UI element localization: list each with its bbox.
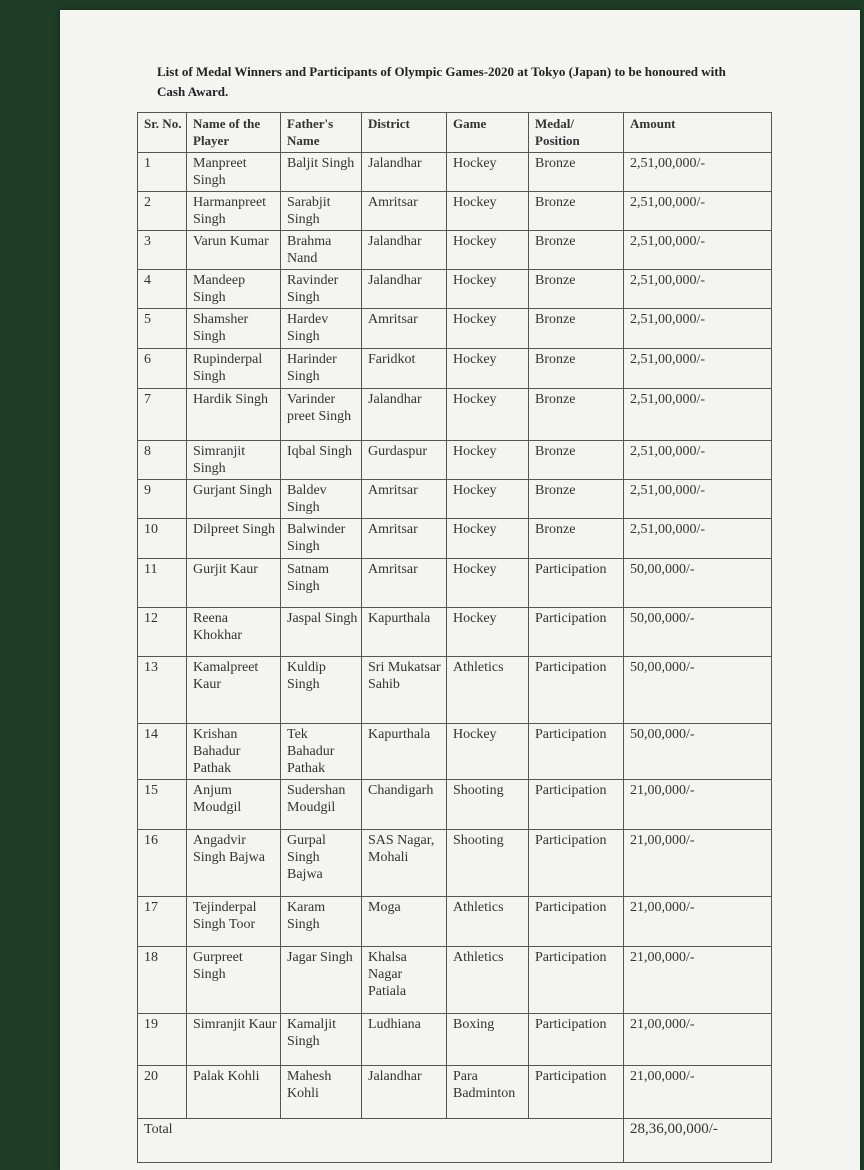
row-player-name: Gurjant Singh [187, 480, 281, 519]
total-row [138, 1119, 772, 1163]
row-district: Gurdaspur [362, 441, 447, 480]
row-amount: 2,51,00,000/- [624, 231, 772, 270]
row-game: Hockey [447, 270, 529, 309]
row-district: Chandigarh [362, 780, 447, 830]
row-district: Jalandhar [362, 389, 447, 441]
header-sr-no: Sr. No. [138, 113, 187, 153]
row-player-name: Mandeep Singh [187, 270, 281, 309]
row-district: Amritsar [362, 559, 447, 608]
row-amount: 21,00,000/- [624, 947, 772, 1014]
row-game: Hockey [447, 349, 529, 389]
row-sr-no: 5 [138, 309, 187, 349]
table-row [138, 519, 772, 559]
row-game: Hockey [447, 608, 529, 657]
row-amount: 2,51,00,000/- [624, 153, 772, 192]
table-row [138, 897, 772, 947]
row-player-name: Simranjit Singh [187, 441, 281, 480]
row-medal-position: Bronze [529, 192, 624, 231]
row-game: Hockey [447, 724, 529, 780]
row-district: Jalandhar [362, 270, 447, 309]
row-father-name: Tek Bahadur Pathak [281, 724, 362, 780]
row-sr-no: 20 [138, 1066, 187, 1119]
table-row [138, 231, 772, 270]
row-player-name: Manpreet Singh [187, 153, 281, 192]
row-sr-no: 6 [138, 349, 187, 389]
row-medal-position: Bronze [529, 519, 624, 559]
table-row [138, 270, 772, 309]
row-district: Amritsar [362, 519, 447, 559]
table-row [138, 153, 772, 192]
row-father-name: Harinder Singh [281, 349, 362, 389]
row-father-name: Baljit Singh [281, 153, 362, 192]
row-game: Hockey [447, 192, 529, 231]
row-medal-position: Participation [529, 1066, 624, 1119]
row-game: Hockey [447, 480, 529, 519]
row-player-name: Simranjit Kaur [187, 1014, 281, 1066]
row-district: Amritsar [362, 480, 447, 519]
row-amount: 2,51,00,000/- [624, 480, 772, 519]
row-sr-no: 13 [138, 657, 187, 724]
row-game: Hockey [447, 231, 529, 270]
row-game: Para Badminton [447, 1066, 529, 1119]
table-row [138, 559, 772, 608]
row-player-name: Krishan Bahadur Pathak [187, 724, 281, 780]
document-title: List of Medal Winners and Participants of Olympic Games-2020 at Tokyo (Japan) to be honoured with Cash Award. [157, 64, 726, 99]
row-game: Athletics [447, 657, 529, 724]
row-game: Hockey [447, 309, 529, 349]
row-medal-position: Bronze [529, 270, 624, 309]
row-amount: 2,51,00,000/- [624, 349, 772, 389]
row-father-name: Jagar Singh [281, 947, 362, 1014]
row-father-name: Karam Singh [281, 897, 362, 947]
table-row [138, 657, 772, 724]
row-father-name: Kamaljit Singh [281, 1014, 362, 1066]
row-father-name: Balwinder Singh [281, 519, 362, 559]
row-amount: 2,51,00,000/- [624, 519, 772, 559]
row-district: Kapurthala [362, 608, 447, 657]
table-row [138, 1014, 772, 1066]
row-amount: 2,51,00,000/- [624, 441, 772, 480]
table-row [138, 724, 772, 780]
row-medal-position: Bronze [529, 441, 624, 480]
row-game: Hockey [447, 153, 529, 192]
row-amount: 21,00,000/- [624, 830, 772, 897]
row-sr-no: 18 [138, 947, 187, 1014]
row-player-name: Gurpreet Singh [187, 947, 281, 1014]
row-district: Amritsar [362, 309, 447, 349]
row-father-name: Hardev Singh [281, 309, 362, 349]
row-medal-position: Participation [529, 897, 624, 947]
table-row [138, 1066, 772, 1119]
row-game: Hockey [447, 441, 529, 480]
row-sr-no: 11 [138, 559, 187, 608]
table-row [138, 309, 772, 349]
row-father-name: Brahma Nand [281, 231, 362, 270]
row-player-name: Hardik Singh [187, 389, 281, 441]
row-sr-no: 7 [138, 389, 187, 441]
header-medal-position: Medal/ Position [529, 113, 624, 153]
row-medal-position: Bronze [529, 231, 624, 270]
table-row [138, 389, 772, 441]
row-district: SAS Nagar, Mohali [362, 830, 447, 897]
row-player-name: Harmanpreet Singh [187, 192, 281, 231]
row-game: Athletics [447, 897, 529, 947]
row-amount: 50,00,000/- [624, 608, 772, 657]
table-row [138, 349, 772, 389]
row-father-name: Sarabjit Singh [281, 192, 362, 231]
table-row [138, 480, 772, 519]
table-row [138, 947, 772, 1014]
row-sr-no: 9 [138, 480, 187, 519]
header-game: Game [447, 113, 529, 153]
row-player-name: Dilpreet Singh [187, 519, 281, 559]
row-sr-no: 10 [138, 519, 187, 559]
row-amount: 21,00,000/- [624, 1014, 772, 1066]
row-sr-no: 8 [138, 441, 187, 480]
row-amount: 50,00,000/- [624, 559, 772, 608]
row-district: Khalsa Nagar Patiala [362, 947, 447, 1014]
row-amount: 50,00,000/- [624, 724, 772, 780]
row-medal-position: Participation [529, 608, 624, 657]
row-amount: 2,51,00,000/- [624, 192, 772, 231]
row-father-name: Ravinder Singh [281, 270, 362, 309]
row-medal-position: Participation [529, 780, 624, 830]
row-medal-position: Bronze [529, 480, 624, 519]
row-player-name: Tejinderpal Singh Toor [187, 897, 281, 947]
row-player-name: Palak Kohli [187, 1066, 281, 1119]
row-player-name: Reena Khokhar [187, 608, 281, 657]
row-district: Ludhiana [362, 1014, 447, 1066]
row-medal-position: Bronze [529, 309, 624, 349]
row-father-name: Baldev Singh [281, 480, 362, 519]
row-district: Jalandhar [362, 153, 447, 192]
row-amount: 21,00,000/- [624, 897, 772, 947]
table-row [138, 192, 772, 231]
row-amount: 2,51,00,000/- [624, 309, 772, 349]
row-amount: 2,51,00,000/- [624, 389, 772, 441]
row-player-name: Angadvir Singh Bajwa [187, 830, 281, 897]
row-father-name: Varinder preet Singh [281, 389, 362, 441]
row-game: Athletics [447, 947, 529, 1014]
row-amount: 21,00,000/- [624, 1066, 772, 1119]
row-medal-position: Participation [529, 724, 624, 780]
row-sr-no: 12 [138, 608, 187, 657]
header-row [138, 113, 772, 153]
row-game: Boxing [447, 1014, 529, 1066]
header-amount: Amount [624, 113, 772, 153]
row-medal-position: Bronze [529, 153, 624, 192]
row-district: Faridkot [362, 349, 447, 389]
row-medal-position: Bronze [529, 389, 624, 441]
row-sr-no: 14 [138, 724, 187, 780]
total-label: Total [138, 1119, 624, 1163]
row-district: Sri Mukatsar Sahib [362, 657, 447, 724]
row-player-name: Rupinderpal Singh [187, 349, 281, 389]
row-medal-position: Participation [529, 657, 624, 724]
row-amount: 50,00,000/- [624, 657, 772, 724]
row-medal-position: Participation [529, 947, 624, 1014]
row-sr-no: 16 [138, 830, 187, 897]
row-district: Jalandhar [362, 1066, 447, 1119]
row-game: Hockey [447, 559, 529, 608]
row-amount: 2,51,00,000/- [624, 270, 772, 309]
row-father-name: Mahesh Kohli [281, 1066, 362, 1119]
row-father-name: Iqbal Singh [281, 441, 362, 480]
table-row [138, 780, 772, 830]
row-amount: 21,00,000/- [624, 780, 772, 830]
row-game: Hockey [447, 519, 529, 559]
row-sr-no: 15 [138, 780, 187, 830]
row-father-name: Jaspal Singh [281, 608, 362, 657]
row-medal-position: Participation [529, 559, 624, 608]
awards-table [137, 112, 772, 1163]
row-father-name: Sudershan Moudgil [281, 780, 362, 830]
row-district: Jalandhar [362, 231, 447, 270]
row-district: Amritsar [362, 192, 447, 231]
row-player-name: Anjum Moudgil [187, 780, 281, 830]
row-player-name: Kamalpreet Kaur [187, 657, 281, 724]
table-row [138, 608, 772, 657]
header-district: District [362, 113, 447, 153]
row-game: Hockey [447, 389, 529, 441]
row-sr-no: 4 [138, 270, 187, 309]
row-district: Moga [362, 897, 447, 947]
row-district: Kapurthala [362, 724, 447, 780]
row-game: Shooting [447, 780, 529, 830]
row-sr-no: 2 [138, 192, 187, 231]
row-player-name: Shamsher Singh [187, 309, 281, 349]
header-father-name: Father's Name [281, 113, 362, 153]
row-sr-no: 19 [138, 1014, 187, 1066]
header-player-name: Name of the Player [187, 113, 281, 153]
row-sr-no: 3 [138, 231, 187, 270]
table-row [138, 830, 772, 897]
row-father-name: Kuldip Singh [281, 657, 362, 724]
table-row [138, 441, 772, 480]
total-amount: 28,36,00,000/- [624, 1119, 772, 1163]
row-medal-position: Bronze [529, 349, 624, 389]
row-father-name: Satnam Singh [281, 559, 362, 608]
row-father-name: Gurpal Singh Bajwa [281, 830, 362, 897]
row-game: Shooting [447, 830, 529, 897]
row-player-name: Gurjit Kaur [187, 559, 281, 608]
row-sr-no: 1 [138, 153, 187, 192]
row-sr-no: 17 [138, 897, 187, 947]
row-medal-position: Participation [529, 830, 624, 897]
row-player-name: Varun Kumar [187, 231, 281, 270]
row-medal-position: Participation [529, 1014, 624, 1066]
